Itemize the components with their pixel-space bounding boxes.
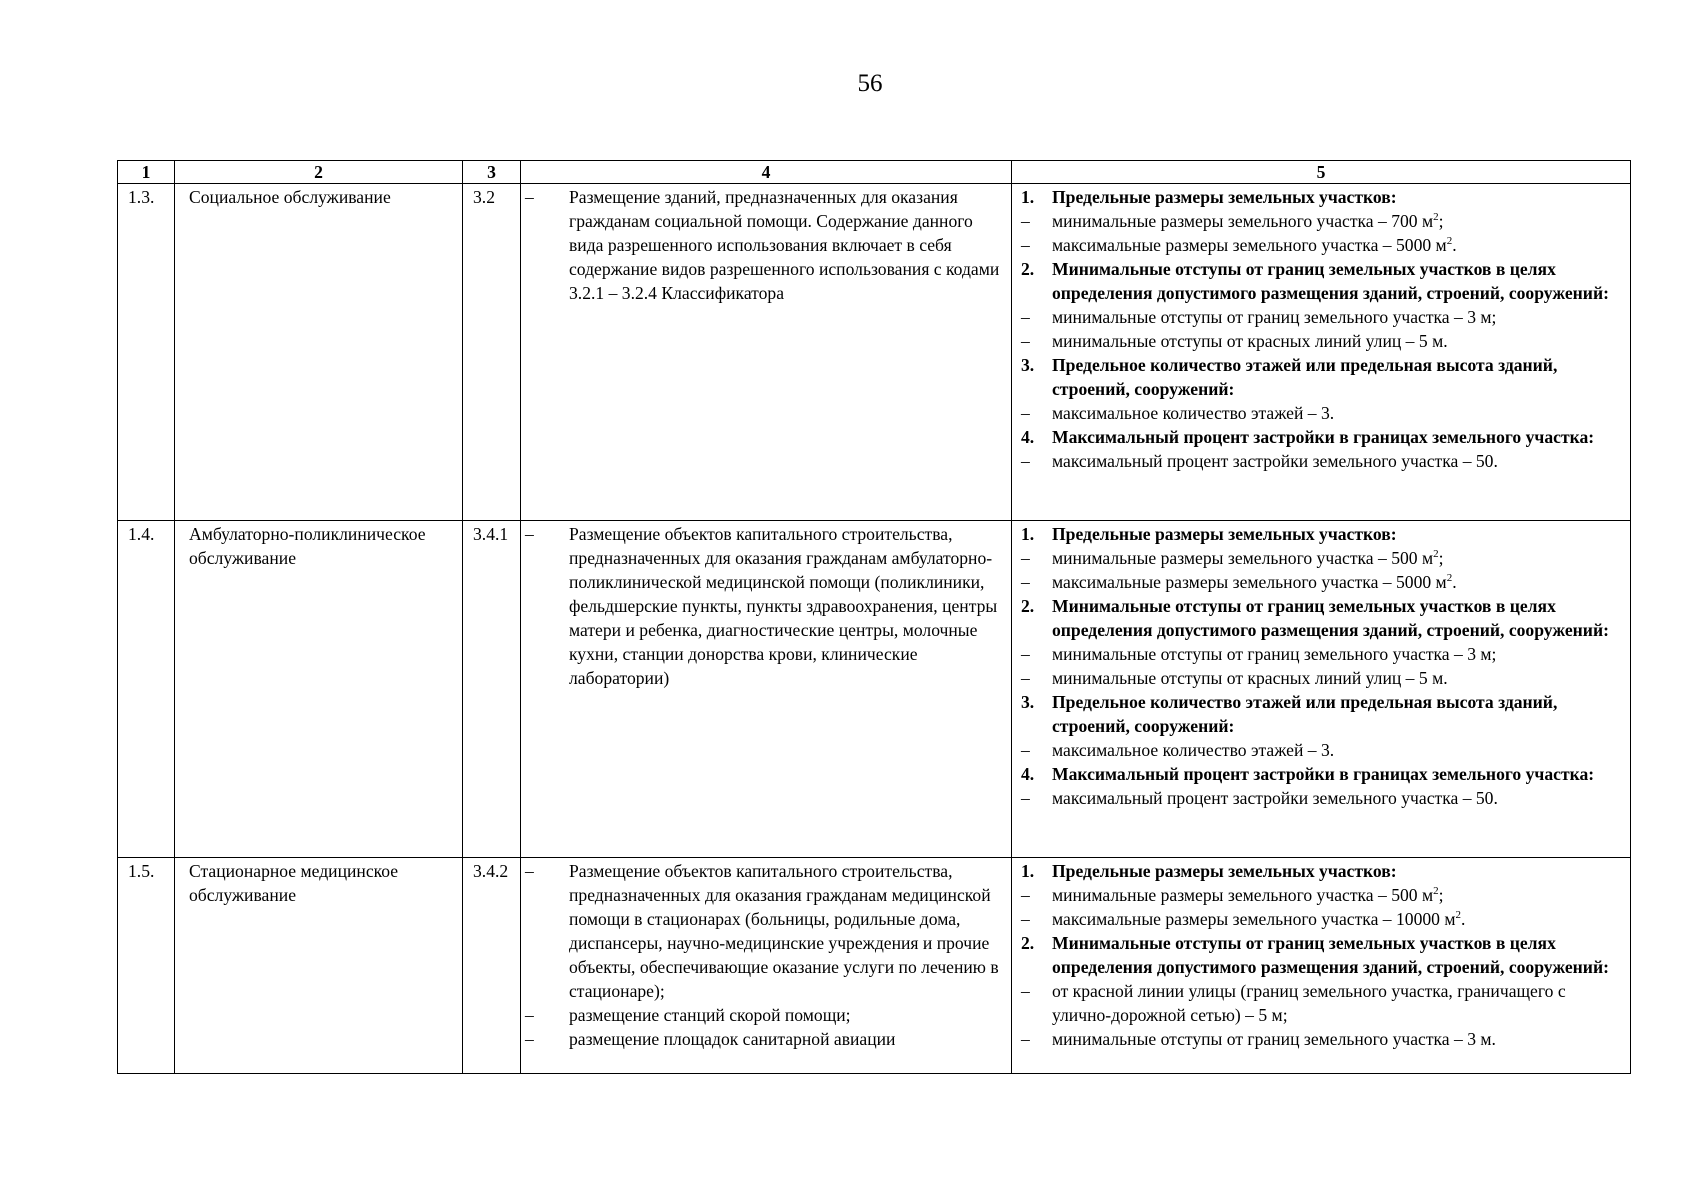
row-number-cell: 1.5. [118, 858, 175, 1074]
description-text: размещение площадок санитарной авиации [569, 1029, 896, 1049]
parameter-heading [1021, 762, 1626, 786]
dash-marker: – [525, 187, 534, 207]
parameter-text-wrap [1052, 642, 1626, 666]
use-type-name-cell: Амбулаторно-поликлиническое обслуживание [175, 521, 463, 858]
parameter-text-wrap [1052, 979, 1626, 1027]
parameter-text: Минимальные отступы от границ земельных участков в целях определения допустимого размещения зданий, строений, сооружений: [1052, 259, 1609, 303]
parameter-text: минимальные размеры земельного участка – 500 м [1052, 548, 1434, 568]
dash-marker: – [1021, 331, 1030, 351]
parameter-text-wrap [1052, 257, 1626, 305]
dash-marker: – [1021, 307, 1030, 327]
parameter-text-wrap [1052, 786, 1626, 810]
parameters-cell [1012, 184, 1631, 521]
parameter-heading [1021, 353, 1626, 401]
description-item [525, 859, 1005, 1003]
table-row [118, 184, 1631, 521]
parameter-text: Предельное количество этажей или предельная высота зданий, строений, сооружений: [1052, 355, 1558, 399]
parameter-text: минимальные отступы от границ земельного участка – 3 м; [1052, 644, 1497, 664]
column-header: 1 [118, 161, 175, 184]
classifier-code-cell: 3.4.1 [463, 521, 521, 858]
parameter-text: максимальное количество этажей – 3. [1052, 403, 1335, 423]
parameter-text: Минимальные отступы от границ земельных участков в целях определения допустимого размещения зданий, строений, сооружений: [1052, 596, 1609, 640]
dash-marker: – [1021, 740, 1030, 760]
punctuation: ; [1438, 548, 1444, 568]
parameter-item [1021, 786, 1626, 810]
number-marker: 2. [1021, 259, 1035, 279]
parameter-item [1021, 449, 1626, 473]
parameter-text-wrap [1052, 522, 1626, 546]
punctuation: . [1452, 235, 1457, 255]
number-marker: 2. [1021, 596, 1035, 616]
parameter-heading [1021, 425, 1626, 449]
parameter-heading [1021, 257, 1626, 305]
dash-marker: – [1021, 644, 1030, 664]
description-cell [521, 521, 1012, 858]
number-marker: 1. [1021, 861, 1035, 881]
description-item [525, 522, 1005, 690]
parameter-item [1021, 401, 1626, 425]
parameter-heading [1021, 594, 1626, 642]
parameter-item [1021, 305, 1626, 329]
number-marker: 4. [1021, 427, 1035, 447]
parameter-text: Минимальные отступы от границ земельных участков в целях определения допустимого размещения зданий, строений, сооружений: [1052, 933, 1609, 977]
parameter-text-wrap [1052, 666, 1626, 690]
parameter-text-wrap [1052, 570, 1626, 594]
parameter-item [1021, 546, 1626, 570]
description-item [525, 185, 1005, 305]
parameter-text-wrap [1052, 329, 1626, 353]
parameter-text: Предельные размеры земельных участков: [1052, 861, 1397, 881]
parameter-text: максимальные размеры земельного участка – 10000 м [1052, 909, 1456, 929]
header-row [118, 161, 1631, 184]
parameter-text-wrap [1052, 1027, 1626, 1051]
dash-marker: – [1021, 981, 1030, 1001]
unit-superscript: 2 [1433, 548, 1439, 561]
unit-superscript: 2 [1446, 572, 1453, 585]
parameter-text-wrap [1052, 690, 1626, 738]
description-item [525, 1003, 1005, 1027]
dash-marker: – [1021, 403, 1030, 423]
parameter-text-wrap [1052, 401, 1626, 425]
classifier-code-cell: 3.2 [463, 184, 521, 521]
parameter-text: минимальные размеры земельного участка – 700 м [1052, 211, 1434, 231]
dash-marker: – [1021, 668, 1030, 688]
use-type-name-cell: Стационарное медицинское обслуживание [175, 858, 463, 1074]
punctuation: ; [1438, 211, 1444, 231]
table-row [118, 521, 1631, 858]
description-text: Размещение объектов капитального строительства, предназначенных для оказания гражданам амбулаторно-поликлинической медицинской помощи (поликлиники, фельдшерские пункты, пункты здравоохранения, центры матери и ребенка, диагностические центры, молочные кухни, станции донорства крови, клинические лаборатории) [569, 524, 998, 688]
dash-marker: – [1021, 211, 1030, 231]
dash-marker: – [525, 524, 534, 544]
dash-marker: – [1021, 885, 1030, 905]
parameter-text-wrap [1052, 738, 1626, 762]
dash-marker: – [525, 861, 534, 881]
classifier-code-cell: 3.4.2 [463, 858, 521, 1074]
zoning-table [117, 160, 1631, 1074]
dash-marker: – [525, 1005, 534, 1025]
parameter-text: максимальные размеры земельного участка – 5000 м [1052, 235, 1447, 255]
column-header: 2 [175, 161, 463, 184]
parameter-text: минимальные отступы от красных линий улиц – 5 м. [1052, 331, 1448, 351]
description-item [525, 1027, 1005, 1051]
parameter-text-wrap [1052, 546, 1626, 570]
parameter-text: максимальное количество этажей – 3. [1052, 740, 1335, 760]
number-marker: 3. [1021, 355, 1035, 375]
unit-superscript: 2 [1446, 235, 1453, 248]
number-marker: 3. [1021, 692, 1035, 712]
parameter-text-wrap [1052, 425, 1626, 449]
punctuation: ; [1438, 885, 1444, 905]
description-text: Размещение зданий, предназначенных для оказания гражданам социальной помощи. Содержание данного вида разрешенного использования включает в себя содержание видов разрешенного использования с кодами 3.2.1 – 3.2.4 Классификатора [569, 187, 1000, 303]
parameter-text: Предельные размеры земельных участков: [1052, 187, 1397, 207]
dash-marker: – [1021, 1029, 1030, 1049]
dash-marker: – [1021, 451, 1030, 471]
parameter-text: Предельное количество этажей или предельная высота зданий, строений, сооружений: [1052, 692, 1558, 736]
dash-marker: – [1021, 788, 1030, 808]
parameter-item [1021, 209, 1626, 233]
parameter-item [1021, 1027, 1626, 1051]
parameter-text-wrap [1052, 209, 1626, 233]
parameter-text: максимальный процент застройки земельного участка – 50. [1052, 451, 1498, 471]
parameter-item [1021, 883, 1626, 907]
column-header: 4 [521, 161, 1012, 184]
parameter-text: минимальные отступы от границ земельного участка – 3 м; [1052, 307, 1497, 327]
row-number-cell: 1.3. [118, 184, 175, 521]
number-marker: 1. [1021, 524, 1035, 544]
column-header: 3 [463, 161, 521, 184]
table-row [118, 858, 1631, 1074]
parameter-text-wrap [1052, 353, 1626, 401]
parameter-text: минимальные размеры земельного участка – 500 м [1052, 885, 1434, 905]
description-cell [521, 184, 1012, 521]
row-number-cell: 1.4. [118, 521, 175, 858]
punctuation: . [1452, 572, 1457, 592]
parameter-text: от красной линии улицы (границ земельного участка, граничащего с улично-дорожной сетью) – 5 м; [1052, 981, 1566, 1025]
parameter-heading [1021, 859, 1626, 883]
dash-marker: – [525, 1029, 534, 1049]
parameter-text: максимальный процент застройки земельного участка – 50. [1052, 788, 1498, 808]
parameter-text: минимальные отступы от границ земельного участка – 3 м. [1052, 1029, 1496, 1049]
punctuation: . [1461, 909, 1466, 929]
parameter-text-wrap [1052, 907, 1626, 931]
parameter-text: Предельные размеры земельных участков: [1052, 524, 1397, 544]
dash-marker: – [1021, 572, 1030, 592]
parameter-item [1021, 979, 1626, 1027]
unit-superscript: 2 [1433, 211, 1439, 224]
unit-superscript: 2 [1433, 885, 1439, 898]
parameter-text-wrap [1052, 233, 1626, 257]
dash-marker: – [1021, 909, 1030, 929]
parameter-heading [1021, 522, 1626, 546]
number-marker: 4. [1021, 764, 1035, 784]
parameter-text-wrap [1052, 594, 1626, 642]
dash-marker: – [1021, 235, 1030, 255]
parameter-text: максимальные размеры земельного участка – 5000 м [1052, 572, 1447, 592]
parameter-text: минимальные отступы от красных линий улиц – 5 м. [1052, 668, 1448, 688]
parameters-cell [1012, 858, 1631, 1074]
number-marker: 2. [1021, 933, 1035, 953]
parameter-text-wrap [1052, 449, 1626, 473]
dash-marker: – [1021, 548, 1030, 568]
parameter-text-wrap [1052, 883, 1626, 907]
number-marker: 1. [1021, 187, 1035, 207]
parameter-item [1021, 666, 1626, 690]
parameter-text-wrap [1052, 859, 1626, 883]
parameter-item [1021, 570, 1626, 594]
parameter-text-wrap [1052, 185, 1626, 209]
parameter-item [1021, 642, 1626, 666]
parameter-text: Максимальный процент застройки в границах земельного участка: [1052, 764, 1595, 784]
parameter-text: Максимальный процент застройки в границах земельного участка: [1052, 427, 1595, 447]
parameter-item [1021, 907, 1626, 931]
description-text: Размещение объектов капитального строительства, предназначенных для оказания гражданам медицинской помощи в стационарах (больницы, родильные дома, диспансеры, научно-медицинские учреждения и прочие объекты, обеспечивающие оказание услуги по лечению в стационаре); [569, 861, 999, 1001]
description-text: размещение станций скорой помощи; [569, 1005, 851, 1025]
page-number: 56 [857, 70, 883, 97]
description-cell [521, 858, 1012, 1074]
parameter-heading [1021, 931, 1626, 979]
parameter-item [1021, 329, 1626, 353]
parameter-heading [1021, 185, 1626, 209]
parameter-text-wrap [1052, 305, 1626, 329]
unit-superscript: 2 [1455, 909, 1461, 922]
parameter-heading [1021, 690, 1626, 738]
use-type-name-cell: Социальное обслуживание [175, 184, 463, 521]
parameters-cell [1012, 521, 1631, 858]
parameter-item [1021, 233, 1626, 257]
column-header: 5 [1012, 161, 1631, 184]
parameter-text-wrap [1052, 931, 1626, 979]
parameter-text-wrap [1052, 762, 1626, 786]
parameter-item [1021, 738, 1626, 762]
